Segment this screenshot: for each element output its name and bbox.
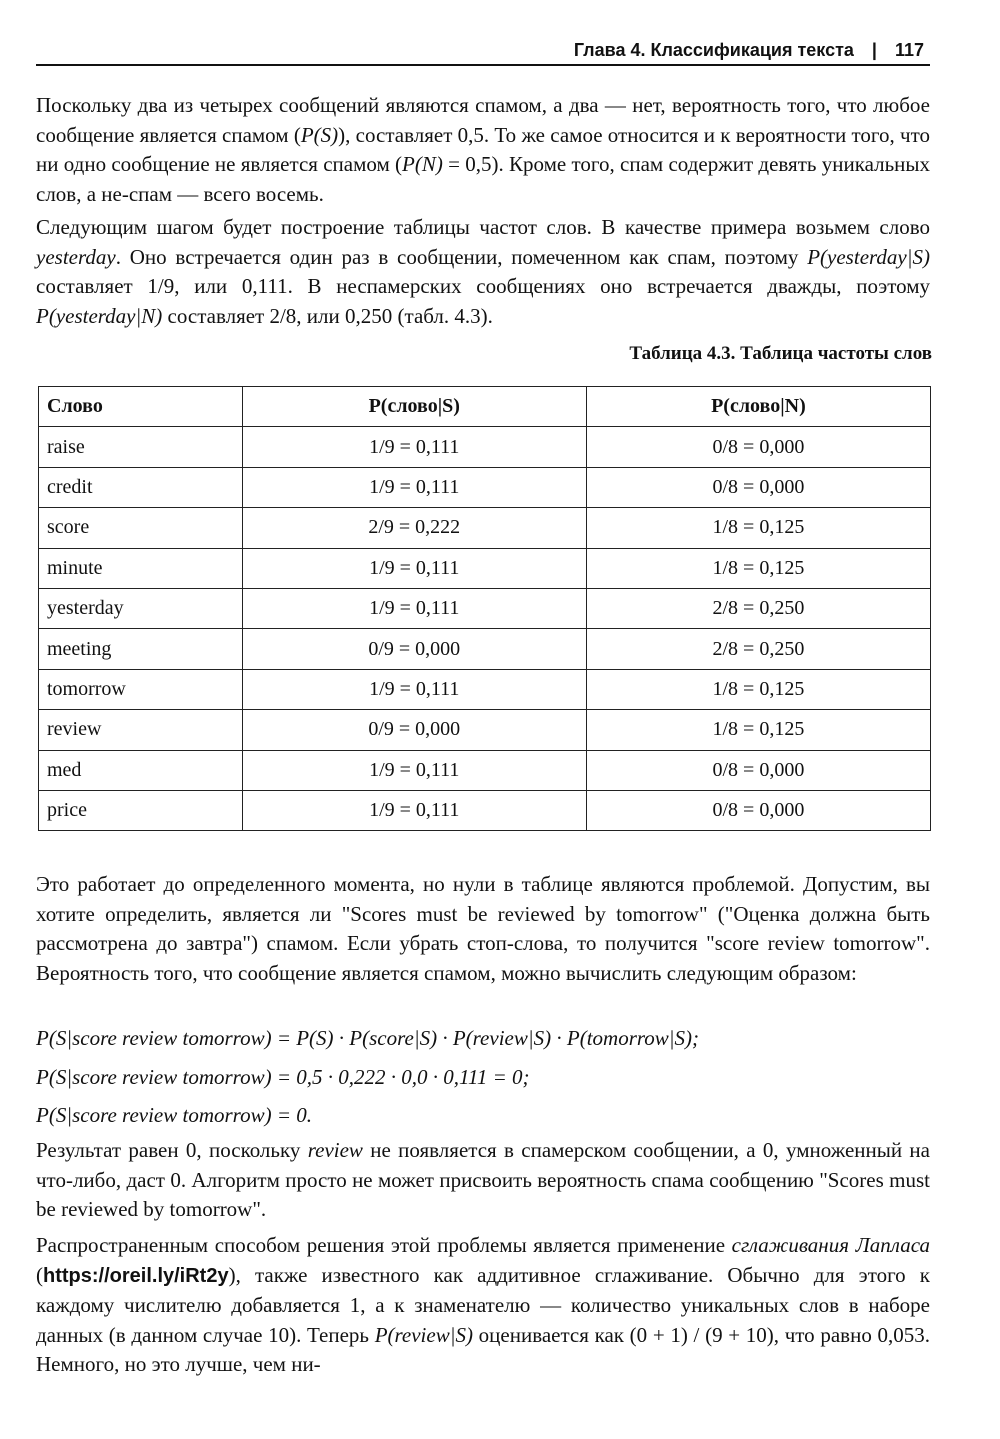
cell-word: review xyxy=(39,710,243,750)
cell-word: tomorrow xyxy=(39,669,243,709)
chapter-title: Глава 4. Классификация текста xyxy=(573,40,854,60)
table-row xyxy=(39,790,931,830)
cell-p-s: 1/9 = 0,111 xyxy=(242,588,586,628)
word-review: review xyxy=(307,1138,363,1162)
formula-bayes-product: P(S|score review tomorrow) = P(S) · P(score|S) · P(review|S) · P(tomorrow|S); xyxy=(36,1026,700,1050)
formula-bayes-values: P(S|score review tomorrow) = 0,5 · 0,222 · 0,0 · 0,111 = 0; xyxy=(36,1065,530,1089)
laplace-reference-link[interactable]: https://oreil.ly/iRt2y xyxy=(43,1264,229,1287)
cell-p-n: 1/8 = 0,125 xyxy=(586,669,930,709)
cell-p-s: 1/9 = 0,111 xyxy=(242,790,586,830)
cell-p-s: 1/9 = 0,111 xyxy=(242,548,586,588)
cell-p-n: 2/8 = 0,250 xyxy=(586,629,930,669)
word-yesterday: yesterday xyxy=(36,244,116,269)
column-header-word: Слово xyxy=(39,387,243,427)
table-row xyxy=(39,508,931,548)
column-header-p-word-s: P(слово|S) xyxy=(242,387,586,427)
paragraph-result-zero: Результат равен 0, поскольку review не появляется в спамерском сообщении, а 0, умноженный на что-либо, даст 0. Алгоритм просто не может присвоить вероятность спама сообщению "Scores must be reviewed by tomorrow". xyxy=(36,1138,930,1222)
paragraph-spam-probability: Поскольку два из четырех сообщений являются спамом, а два — нет, вероятность того, что любое сообщение является спамом (P(S)), составляет 0,5. То же самое относится и к вероятности того, что ни одно сообщение не является спамом (P(N) = 0,5). Кроме того, спам содержит девять уникальных слов, а не-спам — всего восемь. xyxy=(36,93,931,206)
cell-word: yesterday xyxy=(39,588,243,628)
term-laplace-smoothing: сглаживания Лапласа xyxy=(731,1233,930,1257)
table-row xyxy=(39,427,931,467)
table-row xyxy=(39,588,931,628)
cell-word: price xyxy=(39,790,243,830)
table-header-row xyxy=(39,387,931,427)
cell-p-n: 0/8 = 0,000 xyxy=(586,467,930,507)
cell-p-s: 0/9 = 0,000 xyxy=(242,710,586,750)
column-header-p-word-n: P(слово|N) xyxy=(586,387,930,427)
cell-word: raise xyxy=(39,427,243,467)
math-p-yesterday-n: P(yesterday|N) xyxy=(36,303,163,328)
word-frequency-table xyxy=(38,386,931,831)
page-number: 117 xyxy=(894,40,924,60)
cell-p-s: 0/9 = 0,000 xyxy=(242,629,586,669)
table-row xyxy=(39,629,931,669)
cell-p-n: 0/8 = 0,000 xyxy=(586,750,930,790)
math-p-n: P(N) xyxy=(402,152,443,177)
header-separator: | xyxy=(871,40,877,60)
cell-p-s: 1/9 = 0,111 xyxy=(242,467,586,507)
table-row xyxy=(39,710,931,750)
table-row xyxy=(39,669,931,709)
cell-word: minute xyxy=(39,548,243,588)
cell-p-n: 1/8 = 0,125 xyxy=(586,548,930,588)
cell-word: med xyxy=(39,750,243,790)
table-row xyxy=(39,548,931,588)
cell-p-n: 0/8 = 0,000 xyxy=(586,427,930,467)
math-p-yesterday-s: P(yesterday|S) xyxy=(807,244,930,269)
paragraph-laplace-smoothing: Распространенным способом решения этой проблемы является применение сглаживания Лапласа (https://oreil.ly/iRt2y), также известного как аддитивное сглаживание. Обычно для этого к каждому числителю добавляется 1, а к знаменателю — количество уникальных слов в наборе данных (в данном случае 10). Теперь P(review|S) оценивается как (0 + 1) / (9 + 10), что равно 0,053. Немного, но это лучше, чем ни- xyxy=(36,1233,930,1377)
table-row xyxy=(39,467,931,507)
table-row xyxy=(39,750,931,790)
running-header xyxy=(36,40,930,66)
cell-word: credit xyxy=(39,467,243,507)
cell-p-s: 1/9 = 0,111 xyxy=(242,427,586,467)
cell-p-n: 1/8 = 0,125 xyxy=(586,710,930,750)
cell-p-n: 1/8 = 0,125 xyxy=(586,508,930,548)
cell-p-s: 1/9 = 0,111 xyxy=(242,669,586,709)
math-p-s: P(S) xyxy=(300,122,339,147)
cell-word: score xyxy=(39,508,243,548)
formula-bayes-result: P(S|score review tomorrow) = 0. xyxy=(36,1103,312,1127)
cell-word: meeting xyxy=(39,629,243,669)
cell-p-s: 1/9 = 0,111 xyxy=(242,750,586,790)
cell-p-n: 0/8 = 0,000 xyxy=(586,790,930,830)
cell-p-s: 2/9 = 0,222 xyxy=(242,508,586,548)
math-p-review-s: P(review|S) xyxy=(374,1322,473,1347)
paragraph-zero-problem: Это работает до определенного момента, но нули в таблице являются проблемой. Допустим, вы хотите определить, является ли "Scores must be reviewed by tomorrow" ("Оценка должна быть рассмотрена до завтра") спамом. Если убрать стоп-слова, то получится "score review tomorrow". Вероятность того, что сообщение является спамом, можно вычислить следующим образом: xyxy=(36,872,930,985)
cell-p-n: 2/8 = 0,250 xyxy=(586,588,930,628)
paragraph-frequency-table: Следующим шагом будет построение таблицы частот слов. В качестве примера возьмем слово yesterday. Оно встречается один раз в сообщении, помеченном как спам, поэтому P(yesterday|S) составляет 1/9, или 0,111. В неспамерских сообщениях оно встречается дважды, поэтому P(yesterday|N) составляет 2/8, или 0,250 (табл. 4.3). xyxy=(36,215,930,328)
table-caption: Таблица 4.3. Таблица частоты слов xyxy=(629,343,932,364)
